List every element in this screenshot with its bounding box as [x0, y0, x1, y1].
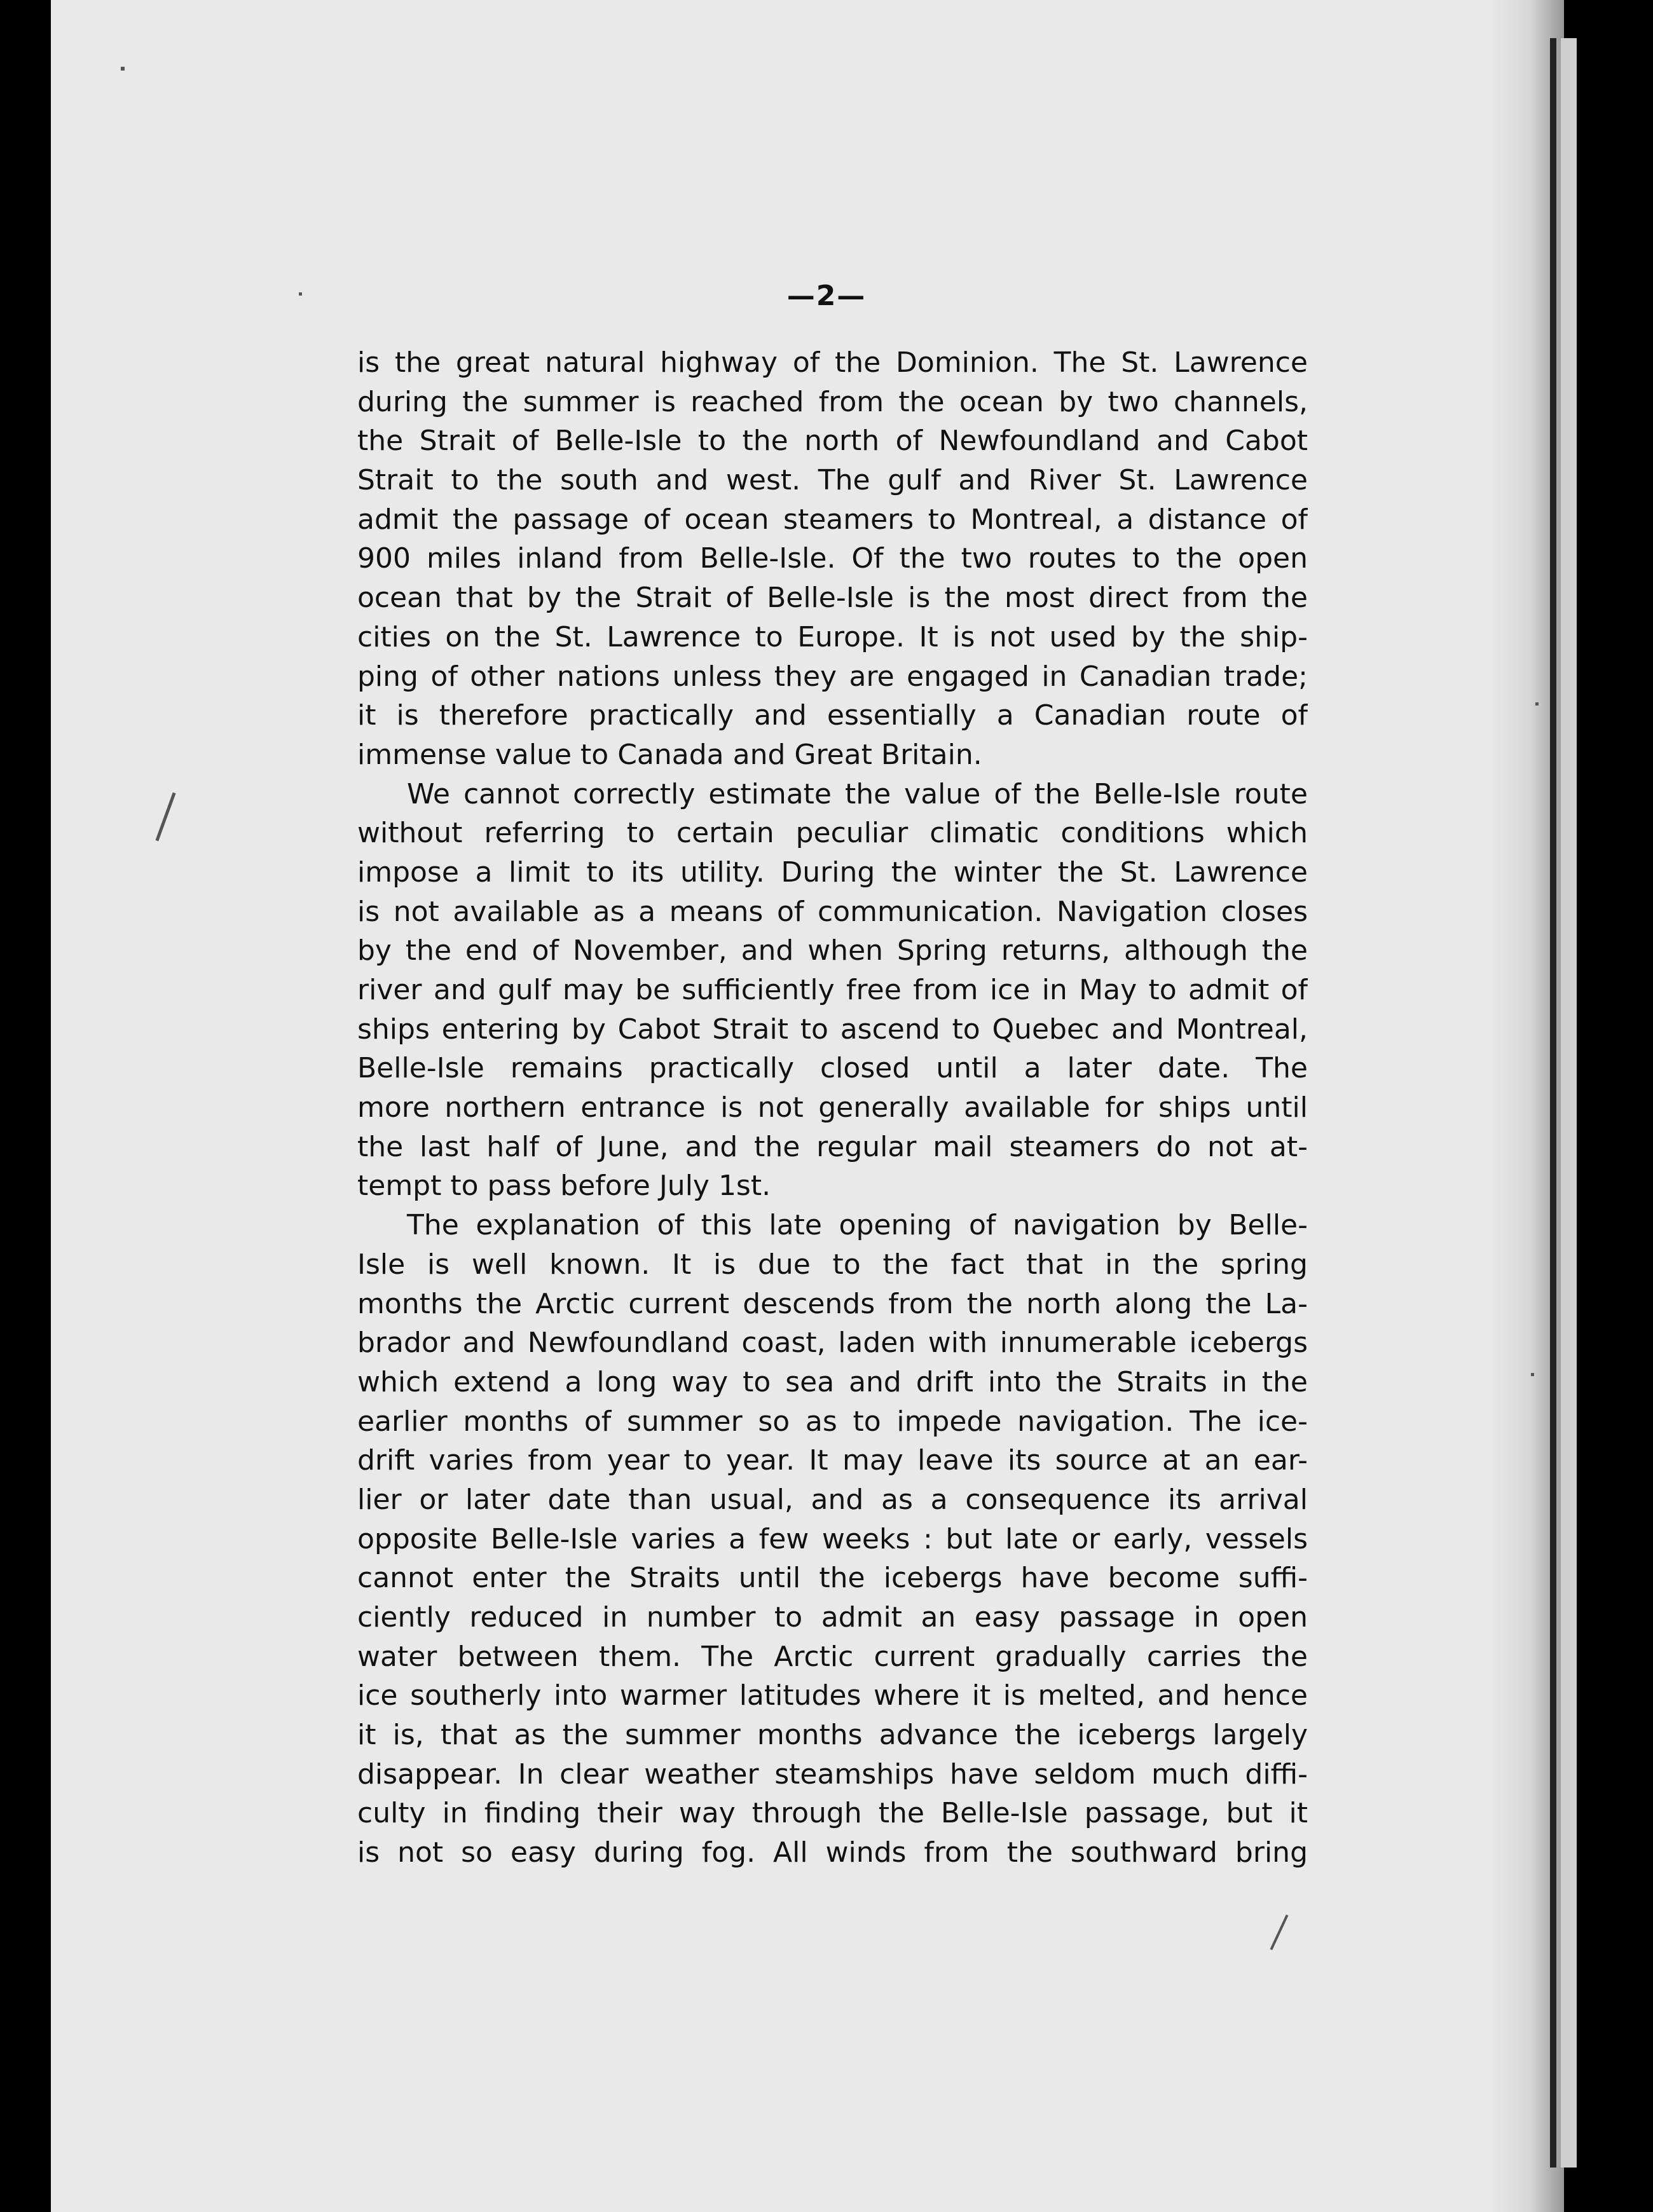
text-line: the last half of June, and the regular mail steamers do not at-: [357, 1130, 1308, 1163]
text-line: disappear. In clear weather steamships have seldom much diffi-: [357, 1758, 1308, 1791]
text-line: impose a limit to its utility. During the winter the St. Lawrence: [357, 856, 1308, 889]
text-line: without referring to certain peculiar climatic conditions which: [357, 817, 1308, 850]
text-line: is the great natural highway of the Dominion. The St. Lawrence: [357, 346, 1308, 379]
text-line: is not so easy during fog. All winds from the southward bring: [357, 1836, 1308, 1869]
text-line: the Strait of Belle-Isle to the north of Newfoundland and Cabot: [357, 425, 1308, 458]
text-line: cannot enter the Straits until the icebergs have become suffi-: [357, 1562, 1308, 1595]
text-line: is not available as a means of communication. Navigation closes: [357, 895, 1308, 928]
text-line: it is therefore practically and essentially a Canadian route of: [357, 699, 1308, 732]
text-line: ships entering by Cabot Strait to ascend to Quebec and Montreal,: [357, 1013, 1308, 1046]
text-line: opposite Belle-Isle varies a few weeks : but late or early, vessels: [357, 1522, 1308, 1555]
text-line: ice southerly into warmer latitudes where it is melted, and hence: [357, 1679, 1308, 1712]
text-line: months the Arctic current descends from the north along the La-: [357, 1287, 1308, 1320]
text-line: Strait to the south and west. The gulf and River St. Lawrence: [357, 464, 1308, 497]
text-line: brador and Newfoundland coast, laden with innumerable icebergs: [357, 1327, 1308, 1360]
text-line: river and gulf may be sufficiently free from ice in May to admit of: [357, 974, 1308, 1006]
page-number: —2—: [786, 280, 867, 312]
text-line: ciently reduced in number to admit an easy passage in open: [357, 1601, 1308, 1634]
text-line: drift varies from year to year. It may leave its source at an ear-: [357, 1444, 1308, 1477]
scan-speck: [1531, 1373, 1534, 1376]
body-text: [357, 343, 1308, 1873]
text-line: ping of other nations unless they are engaged in Canadian trade;: [357, 660, 1308, 693]
text-line: culty in finding their way through the Belle-Isle passage, but it: [357, 1797, 1308, 1830]
text-line: Belle-Isle remains practically closed until a later date. The: [357, 1052, 1308, 1085]
text-line: which extend a long way to sea and drift into the Straits in the: [357, 1365, 1308, 1398]
text-line: tempt to pass before July 1st.: [357, 1170, 771, 1203]
scan-speck: [1535, 702, 1539, 706]
binding-fold: [1550, 38, 1556, 2168]
next-page-edge: [1561, 38, 1577, 2168]
text-line: The explanation of this late opening of navigation by Belle-: [407, 1209, 1308, 1242]
text-line: earlier months of summer so as to impede navigation. The ice-: [357, 1405, 1308, 1438]
text-line: water between them. The Arctic current gradually carries the: [357, 1640, 1308, 1673]
scan-speck: [121, 67, 125, 71]
text-line: it is, that as the summer months advance the icebergs largely: [357, 1719, 1308, 1752]
text-line: cities on the St. Lawrence to Europe. It is not used by the ship-: [357, 620, 1308, 653]
text-line: immense value to Canada and Great Britain.: [357, 738, 982, 771]
text-line: We cannot correctly estimate the value of the Belle-Isle route: [407, 777, 1308, 810]
text-line: more northern entrance is not generally available for ships until: [357, 1091, 1308, 1124]
text-line: by the end of November, and when Spring returns, although the: [357, 934, 1308, 967]
text-line: 900 miles inland from Belle-Isle. Of the two routes to the open: [357, 542, 1308, 575]
text-line: lier or later date than usual, and as a consequence its arrival: [357, 1483, 1308, 1516]
text-line: during the summer is reached from the ocean by two channels,: [357, 385, 1308, 418]
text-line: admit the passage of ocean steamers to Montreal, a distance of: [357, 503, 1308, 536]
text-line: ocean that by the Strait of Belle-Isle is the most direct from the: [357, 582, 1308, 615]
text-line: Isle is well known. It is due to the fact that in the spring: [357, 1248, 1308, 1281]
